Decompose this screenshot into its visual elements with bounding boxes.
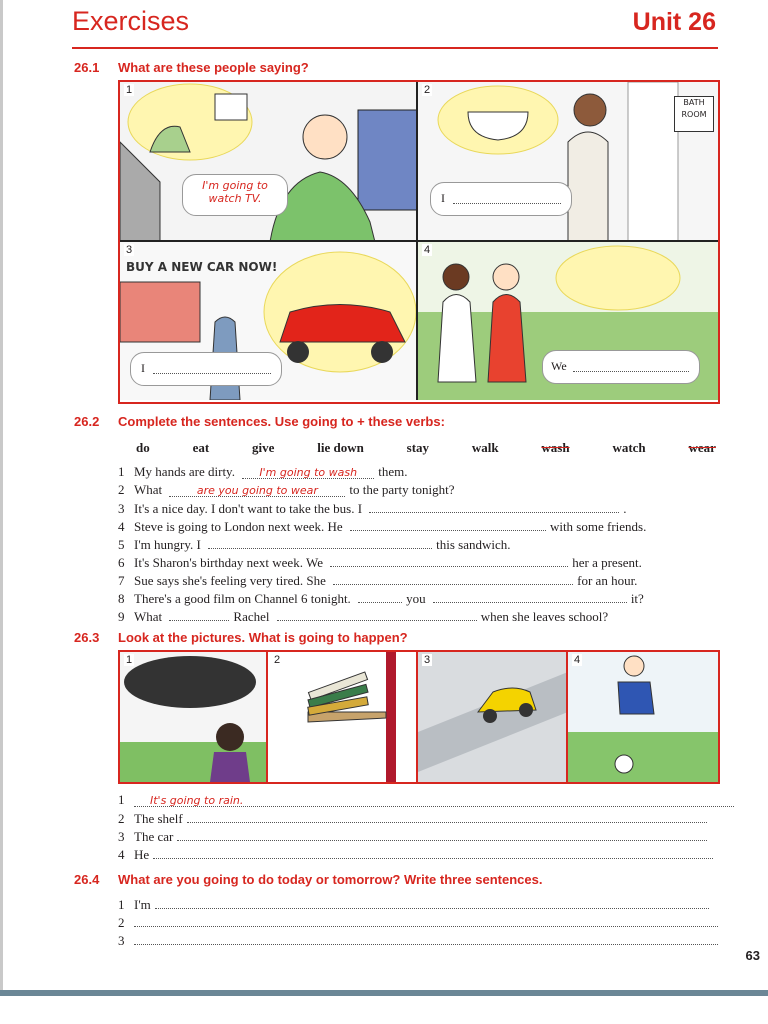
- sentence-text: with some friends.: [549, 519, 647, 534]
- exercise-26-3-heading: [74, 630, 408, 645]
- exercise-number: 26.4: [74, 872, 100, 887]
- verb: watch: [612, 440, 646, 455]
- speech-bubble-4: [542, 350, 700, 384]
- answer-line[interactable]: [573, 359, 689, 372]
- answer-start: We: [551, 359, 567, 373]
- answer-field[interactable]: [208, 536, 432, 549]
- sentence-text: you: [406, 591, 426, 606]
- line-number: 3: [118, 829, 125, 844]
- verb: stay: [406, 440, 430, 455]
- answer-field[interactable]: [169, 608, 229, 621]
- line-number: 9: [118, 609, 125, 624]
- sentence-text: when she leaves school?: [480, 609, 609, 624]
- page-title: Exercises: [72, 6, 190, 36]
- answer-field[interactable]: [433, 590, 627, 603]
- picture-panel-4: [568, 652, 718, 782]
- picture-panel-3: [120, 242, 418, 400]
- exercise-number: 26.1: [74, 60, 100, 75]
- exercise-26-2-heading: [74, 414, 445, 429]
- sign-line: ROOM: [681, 110, 707, 119]
- panel-number: 2: [424, 84, 431, 96]
- answer-field[interactable]: [134, 932, 718, 945]
- speech-bubble-1: [182, 174, 288, 216]
- line-number: 3: [118, 501, 125, 516]
- speech-text-line-2: watch TV.: [208, 192, 262, 205]
- line-number: 2: [118, 915, 125, 930]
- line-number: 6: [118, 555, 125, 570]
- sentence-text: There's a good film on Channel 6 tonight.: [134, 591, 351, 606]
- tv-scene-illustration: [120, 82, 418, 242]
- verb-used: wear: [688, 440, 716, 455]
- bathroom-sign: [674, 96, 714, 132]
- picture-panel-1: [120, 652, 268, 782]
- verb: lie down: [317, 440, 364, 455]
- panel-number: 4: [574, 654, 581, 666]
- line-number: 7: [118, 573, 125, 588]
- bathroom-scene-illustration: [418, 82, 718, 242]
- answer-field[interactable]: [155, 896, 709, 909]
- answer-line[interactable]: [153, 361, 271, 374]
- page-number: 63: [745, 948, 760, 963]
- sentence-text: What: [134, 482, 163, 497]
- sentence-1: [118, 464, 407, 480]
- answer-field[interactable]: [369, 500, 619, 513]
- picture-panel-2: [268, 652, 418, 782]
- sentence-3: [118, 500, 627, 517]
- line-number: 1: [118, 897, 125, 912]
- sentence-text: Rachel: [233, 609, 270, 624]
- sentence-text: I'm hungry. I: [134, 537, 201, 552]
- header-rule: [72, 47, 718, 49]
- exercise-26-1-picture-frame: [118, 80, 720, 404]
- sentence-text: to the party tonight?: [349, 482, 455, 497]
- exercise-26-4-heading: [74, 872, 542, 887]
- verb: eat: [192, 440, 210, 455]
- kicking-ball-illustration: [568, 652, 718, 782]
- sentence-text: The shelf: [134, 811, 183, 826]
- line-number: 3: [118, 933, 125, 948]
- car-crash-illustration: [418, 652, 568, 782]
- sentence-text: He: [134, 847, 150, 862]
- answer-field[interactable]: [330, 554, 568, 567]
- answer-field[interactable]: It's going to rain.: [134, 794, 734, 807]
- speech-text-line-1: I'm going to: [202, 179, 268, 192]
- answer-field[interactable]: [187, 810, 707, 823]
- unit-label: Unit 26: [632, 8, 716, 36]
- sentence-4: [118, 518, 646, 535]
- sentence-2: [118, 482, 454, 498]
- answer-field[interactable]: [277, 608, 477, 621]
- exercise-instruction: Complete the sentences. Use going to + these verbs:: [118, 414, 445, 429]
- verb: walk: [471, 440, 499, 455]
- line-number: 2: [118, 811, 125, 826]
- verb: give: [252, 440, 275, 455]
- exercise-number: 26.2: [74, 414, 100, 429]
- sentence-text: The car: [134, 829, 174, 844]
- page-footer-margin: [0, 996, 768, 1024]
- verb: do: [136, 440, 150, 455]
- sentence-text: for an hour.: [577, 573, 638, 588]
- sentence-line-1: [118, 896, 709, 913]
- exercise-instruction: What are these people saying?: [118, 60, 309, 75]
- sentence-text: her a present.: [572, 555, 642, 570]
- exercise-26-1-heading: [74, 60, 309, 75]
- answer-field[interactable]: I'm going to wash: [242, 466, 374, 479]
- answer-start: I: [141, 361, 145, 375]
- picture-panel-3: [418, 652, 568, 782]
- answer-field[interactable]: are you going to wear: [169, 484, 345, 497]
- line-number: 5: [118, 537, 125, 552]
- exercise-instruction: What are you going to do today or tomorrow? Write three sentences.: [118, 872, 543, 887]
- panel-number: 3: [424, 654, 431, 666]
- panel-number: 1: [126, 654, 133, 666]
- sentence-text: I'm: [134, 897, 151, 912]
- sentence-line-3: [118, 932, 718, 949]
- verb-box: [136, 440, 716, 456]
- page-edge: [0, 0, 3, 990]
- sentence-text: .: [623, 501, 627, 516]
- line-number: 1: [118, 464, 125, 479]
- answer-field[interactable]: [350, 518, 546, 531]
- panel-number: 1: [126, 84, 133, 96]
- speech-bubble-2: [430, 182, 572, 216]
- sentence-text: What: [134, 609, 163, 624]
- answer-field[interactable]: [134, 914, 718, 927]
- sentence-text: My hands are dirty.: [134, 464, 235, 479]
- exercise-number: 26.3: [74, 630, 100, 645]
- sentence-7: [118, 572, 637, 589]
- answer-field[interactable]: [177, 828, 707, 841]
- answer-start: I: [441, 191, 445, 205]
- sign-line: BATH: [683, 98, 705, 107]
- answer-field[interactable]: [153, 846, 713, 859]
- panel-number: 2: [274, 654, 281, 666]
- panel-number: 4: [424, 244, 431, 256]
- sentence-text: it?: [630, 591, 644, 606]
- exercise-instruction: Look at the pictures. What is going to happen?: [118, 630, 408, 645]
- answer-field[interactable]: [358, 590, 402, 603]
- panel-number: 3: [126, 244, 133, 256]
- line-number: 2: [118, 482, 125, 497]
- verb-used: wash: [541, 440, 570, 455]
- sentence-text: this sandwich.: [436, 537, 511, 552]
- line-number: 1: [118, 792, 125, 807]
- sentence-text: It's Sharon's birthday next week. We: [134, 555, 323, 570]
- rain-cloud-illustration: [120, 652, 268, 782]
- answer-line-1: [118, 792, 734, 808]
- picture-panel-4: [418, 242, 718, 400]
- advertising-banner: BUY A NEW CAR NOW!: [126, 260, 278, 274]
- sentence-text: Steve is going to London next week. He: [134, 519, 343, 534]
- falling-shelf-illustration: [268, 652, 418, 782]
- line-number: 8: [118, 591, 125, 606]
- exercise-26-3-picture-frame: [118, 650, 720, 784]
- answer-line-3: [118, 828, 707, 845]
- sentence-9: [118, 608, 608, 625]
- picture-panel-1: [120, 82, 418, 242]
- picture-panel-2: [418, 82, 718, 242]
- answer-field[interactable]: [333, 572, 573, 585]
- sentence-text: It's a nice day. I don't want to take the bus. I: [134, 501, 363, 516]
- sentence-5: [118, 536, 511, 553]
- sentence-line-2: [118, 914, 718, 931]
- sentence-8: [118, 590, 644, 607]
- sentence-text: Sue says she's feeling very tired. She: [134, 573, 326, 588]
- answer-line-4: [118, 846, 713, 863]
- sentence-6: [118, 554, 642, 571]
- answer-line[interactable]: [453, 191, 561, 204]
- line-number: 4: [118, 847, 125, 862]
- answer-line-2: [118, 810, 707, 827]
- line-number: 4: [118, 519, 125, 534]
- speech-bubble-3: [130, 352, 282, 386]
- sentence-text: them.: [378, 464, 408, 479]
